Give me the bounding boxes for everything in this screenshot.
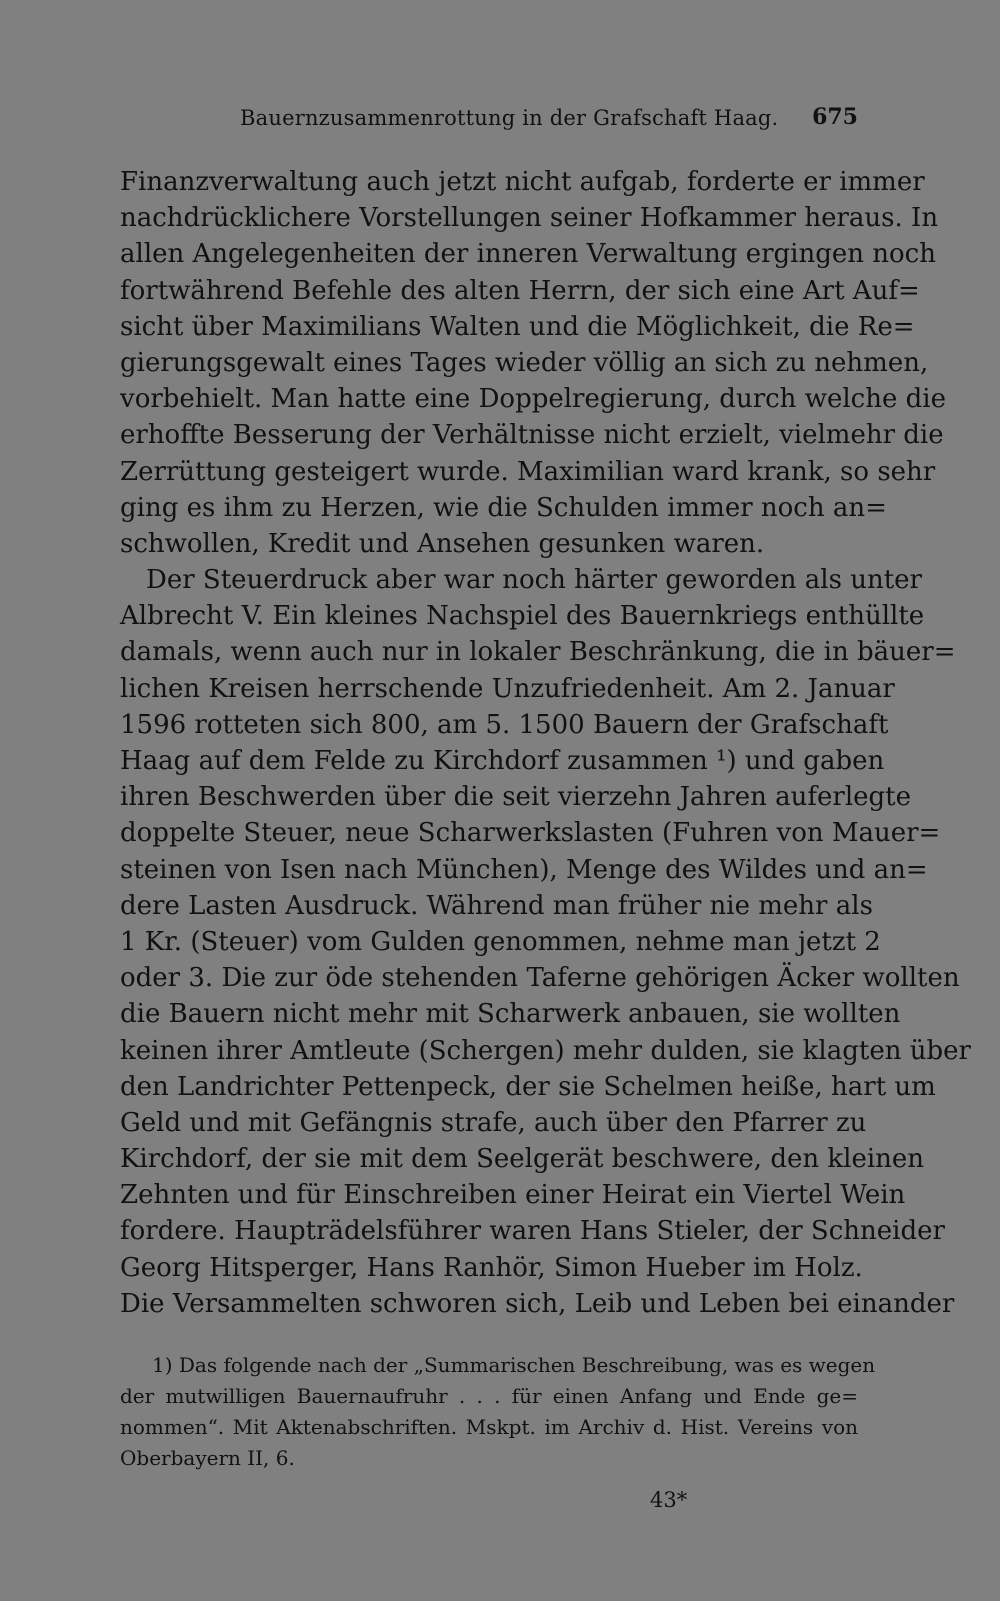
text-line: 1 Kr. (Steuer) vom Gulden genommen, nehme man jetzt 2: [120, 926, 881, 957]
text-line: 1596 rotteten sich 800, am 5. 1500 Bauern der Grafschaft: [120, 709, 889, 740]
text-line: keinen ihrer Amtleute (Schergen) mehr dulden, sie klagten über: [120, 1035, 971, 1066]
footnote-line: Oberbayern II, 6.: [120, 1446, 295, 1470]
page-header: [120, 100, 858, 144]
running-title: Bauernzusammenrottung in der Grafschaft Haag.: [240, 106, 779, 130]
text-line: damals, wenn auch nur in lokaler Beschränkung, die in bäuer=: [120, 637, 956, 668]
text-line: Zerrüttung gesteigert wurde. Maximilian ward krank, so sehr: [120, 456, 936, 487]
page-number: 675: [812, 104, 858, 130]
text-line: dere Lasten Ausdruck. Während man früher nie mehr als: [120, 890, 873, 921]
text-line: fortwährend Befehle des alten Herrn, der sich eine Art Auf=: [120, 275, 920, 306]
text-line: allen Angelegenheiten der inneren Verwaltung ergingen noch: [120, 239, 936, 270]
footnotes: [120, 1350, 876, 1474]
text-line: nachdrücklichere Vorstellungen seiner Hofkammer heraus. In: [120, 203, 939, 234]
text-line: die Bauern nicht mehr mit Scharwerk anbauen, sie wollten: [120, 999, 901, 1030]
footnote-line: 1) Das folgende nach der „Summarischen Beschreibung, was es wegen: [152, 1353, 876, 1377]
book-page: [120, 100, 971, 1512]
text-line: ihren Beschwerden über die seit vierzehn Jahren auferlegte: [120, 782, 911, 813]
text-line: lichen Kreisen herrschende Unzufriedenheit. Am 2. Januar: [120, 673, 895, 704]
footnote-line: der mutwilligen Bauernaufruhr . . . für einen Anfang und Ende ge=: [120, 1384, 858, 1408]
text-line: ging es ihm zu Herzen, wie die Schulden immer noch an=: [120, 492, 887, 523]
text-line: schwollen, Kredit und Ansehen gesunken waren.: [120, 528, 765, 559]
text-line: Zehnten und für Einschreiben einer Heirat ein Viertel Wein: [120, 1180, 906, 1211]
text-line: Geld und mit Gefängnis strafe, auch über den Pfarrer zu: [120, 1107, 867, 1138]
text-line: Finanzverwaltung auch jetzt nicht aufgab, forderte er immer: [120, 167, 925, 197]
text-line: sicht über Maximilians Walten und die Möglichkeit, die Re=: [120, 311, 915, 342]
text-line: Haag auf dem Felde zu Kirchdorf zusammen ¹) und gaben: [120, 746, 885, 776]
text-line: Albrecht V. Ein kleines Nachspiel des Bauernkriegs enthüllte: [120, 601, 925, 632]
text-line: doppelte Steuer, neue Scharwerkslasten (Fuhren von Mauer=: [120, 818, 941, 849]
text-line: gierungsgewalt eines Tages wieder völlig an sich zu nehmen,: [120, 347, 929, 378]
text-line: steinen von Isen nach München), Menge des Wildes und an=: [120, 854, 928, 885]
text-line: Der Steuerdruck aber war noch härter geworden als unter: [146, 565, 922, 596]
text-line: Die Versammelten schworen sich, Leib und Leben bei einander: [120, 1288, 955, 1319]
text-line: den Landrichter Pettenpeck, der sie Schelmen heiße, hart um: [120, 1071, 936, 1102]
footnote-line: nommen“. Mit Aktenabschriften. Mskpt. im Archiv d. Hist. Vereins von: [120, 1415, 858, 1439]
body-text: [120, 164, 971, 1322]
text-line: oder 3. Die zur öde stehenden Taferne gehörigen Äcker wollten: [120, 963, 960, 994]
text-line: fordere. Haupträdelsführer waren Hans Stieler, der Schneider: [120, 1216, 945, 1247]
text-line: Kirchdorf, der sie mit dem Seelgerät beschwere, den kleinen: [120, 1144, 925, 1175]
text-line: erhoffte Besserung der Verhältnisse nicht erzielt, vielmehr die: [120, 420, 944, 451]
text-line: Georg Hitsperger, Hans Ranhör, Simon Hueber im Holz.: [120, 1252, 863, 1283]
signature-mark: 43*: [650, 1488, 688, 1512]
text-line: vorbehielt. Man hatte eine Doppelregierung, durch welche die: [120, 384, 946, 415]
